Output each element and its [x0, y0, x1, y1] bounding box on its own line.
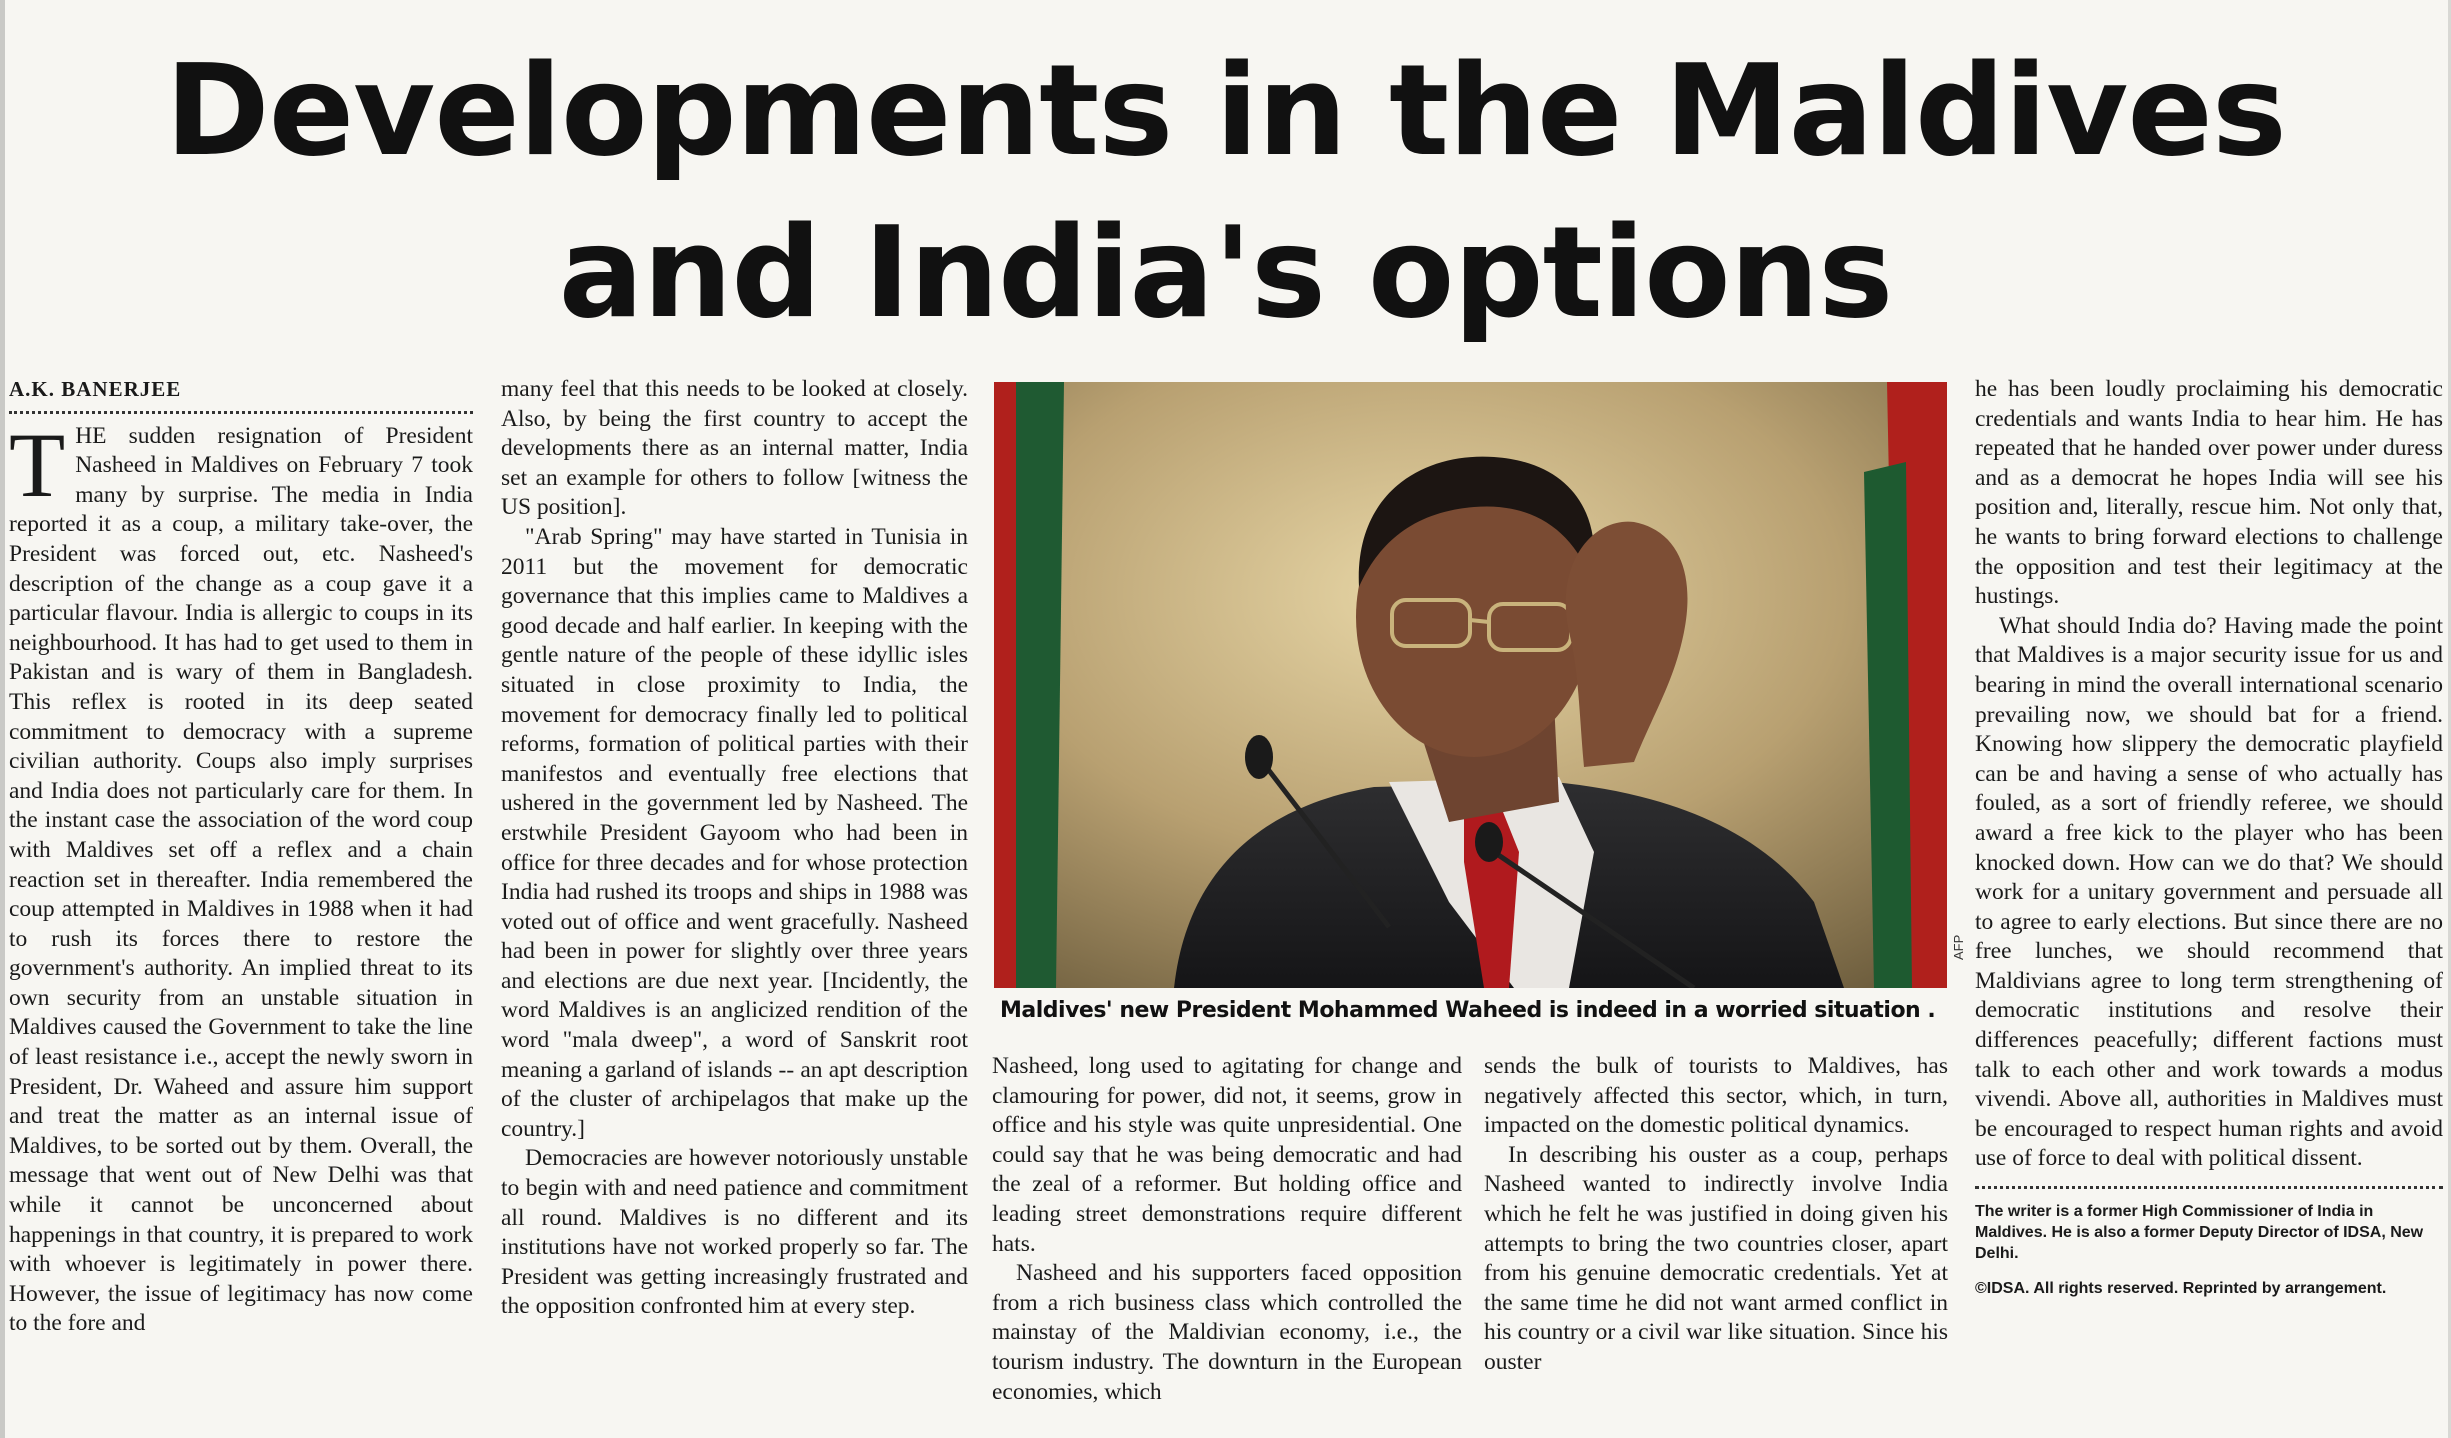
article-paragraph: "Arab Spring" may have started in Tunisia in 2011 but the movement for democratic governance that this implies came to Maldives a good decade and half earlier. In keeping with the gentle nature of the people of these idyllic isles situated in close proximity to India, the movement for democracy finally led to political reforms, formation of political parties with their manifestos and eventually free elections that ushered in the government led by Nasheed. The erstwhile President Gayoom who had been in office for three decades and for whose protection India had rushed its troops and ships in 1988 was voted out of office and went gracefully. Nasheed had been in power for slightly over three years and elections are due next year. [Incidently, the word Maldives is an anglicized rendition of the word "mala dweep", a word of Sanskrit root meaning a garland of islands -- an apt description of the cluster of archipelagos that make up the country.] — [501, 523, 968, 1142]
drop-cap: T — [9, 413, 66, 516]
article-paragraph: In describing his ouster as a coup, perhaps Nasheed wanted to indirectly involve India which he felt he was justified in doing given his attempts to bring the two countries closer, apart from his genuine democratic credentials. Yet at the same time he did not want armed conflict in his country or a civil war like situation. Since his ouster — [1484, 1141, 1948, 1375]
article-paragraph: Nasheed and his supporters faced opposition from a rich business class which controlled the mainstay of the Maldivian economy, i.e., the tourism industry. The downturn in the European economies, which — [992, 1260, 1462, 1405]
article-paragraph: sends the bulk of tourists to Maldives, has negatively affected this sector, which, in turn, impacted on the domestic political dynamics. — [1484, 1053, 1948, 1139]
author-bio: The writer is a former High Commissioner of India in Maldives. He is also a former Deputy Director of IDSA, New Delhi. — [1975, 1203, 2424, 1263]
article-paragraph: Nasheed, long used to agitating for change and clamouring for power, did not, it seems, grow in office and his style was quite unpresidential. One could say that he was being democratic and had the zeal of a reformer. But holding office and leading street demonstrations require different hats. — [992, 1053, 1462, 1257]
paragraph-text: HE sudden resignation of President Nasheed in Maldives on February 7 took many by surprise. The media in India reported it as a coup, a military take-over, the President was forced out, etc. Nasheed's description of the change as a coup gave it a particular flavour. India is allergic to coups in its neighbourhood. It has had to get used to them in Pakistan and is wary of them in Bangladesh. This reflex is rooted in its deep seated commitment to democracy with a supreme civilian authority. Coups also imply surprises and India does not particularly care for them. In the instant case the association of the word coup with Maldives set off a reflex and a chain reaction set in thereafter. India remembered the coup attempted in Maldives in 1988 when it had to rush its forces there to restore the government's authority. An implied threat to its own security from an unstable situation in Maldives caused the Government to take the line of least resistance i.e., accept the newly sworn in President, Dr. Waheed and assure him support and treat the matter as an internal issue of Maldives, to be sorted out by them. Overall, the message that went out of New Delhi was that while it cannot be unconcerned about happenings in that country, it is prepared to work with whoever is legitimately in power there. However, the issue of legitimacy has now come to the fore and — [9, 422, 473, 1337]
photo-credit: AFP — [1951, 934, 1966, 960]
article-column-4 — [1484, 1052, 1948, 1378]
article-paragraph: many feel that this needs to be looked at closely. Also, by being the first country to accept the developments there as an internal matter, India set an example for others to follow [witness the US position]. — [501, 376, 968, 521]
copyright-notice: ©IDSA. All rights reserved. Reprinted by arrangement. — [1975, 1280, 2387, 1298]
headline-line-2: and India's options — [558, 199, 1893, 346]
article-paragraph: What should India do? Having made the point that Maldives is a major security issue for us and bearing in mind the overall international scenario prevailing now, we should bat for a friend. Knowing how slippery the democratic playfield can be and having a sense of who actually has fouled, as a sort of friendly referee, we should award a free kick to the player who has been knocked down. How can we do that? We should work for a unitary government and persuade all to agree to early elections. But since there are no free lunches, we should recommend that Maldivians agree to long term strengthening of democratic institutions and resolve their differences peacefully; different factions must talk to each other and work towards a modus vivendi. Above all, authorities in Maldives must be encouraged to respect human rights and avoid use of force to deal with political dissent. — [1975, 612, 2443, 1172]
article-column-1 — [9, 375, 473, 1339]
article-paragraph: Democracies are however notoriously unstable to begin with and need patience and commitment all round. Maldives is no different and its institutions have not worked properly so far. The President was getting increasingly frustrated and the opposition confronted him at every step. — [501, 1145, 968, 1320]
article-paragraph: he has been loudly proclaiming his democratic credentials and wants India to hear him. He has repeated that he handed over power under duress and as a democrat he hopes India will see his position and, literally, rescue him. Not only that, he wants to bring forward elections to challenge the opposition and test their legitimacy at the hustings. — [1975, 376, 2443, 610]
president-portrait-illustration — [994, 382, 1947, 988]
article-column-2 — [501, 375, 968, 1322]
article-column-5 — [1975, 375, 2443, 1299]
byline: A.K. BANERJEE — [9, 375, 473, 414]
photo-caption: Maldives' new President Mohammed Waheed is indeed in a worried situation . — [1000, 998, 1936, 1023]
headline-line-1: Developments in the Maldives — [165, 37, 2286, 184]
news-photo — [994, 382, 1947, 988]
article-column-3 — [992, 1052, 1462, 1407]
article-paragraph — [9, 413, 473, 1339]
author-note — [1975, 1186, 2443, 1299]
headline — [0, 30, 2451, 354]
